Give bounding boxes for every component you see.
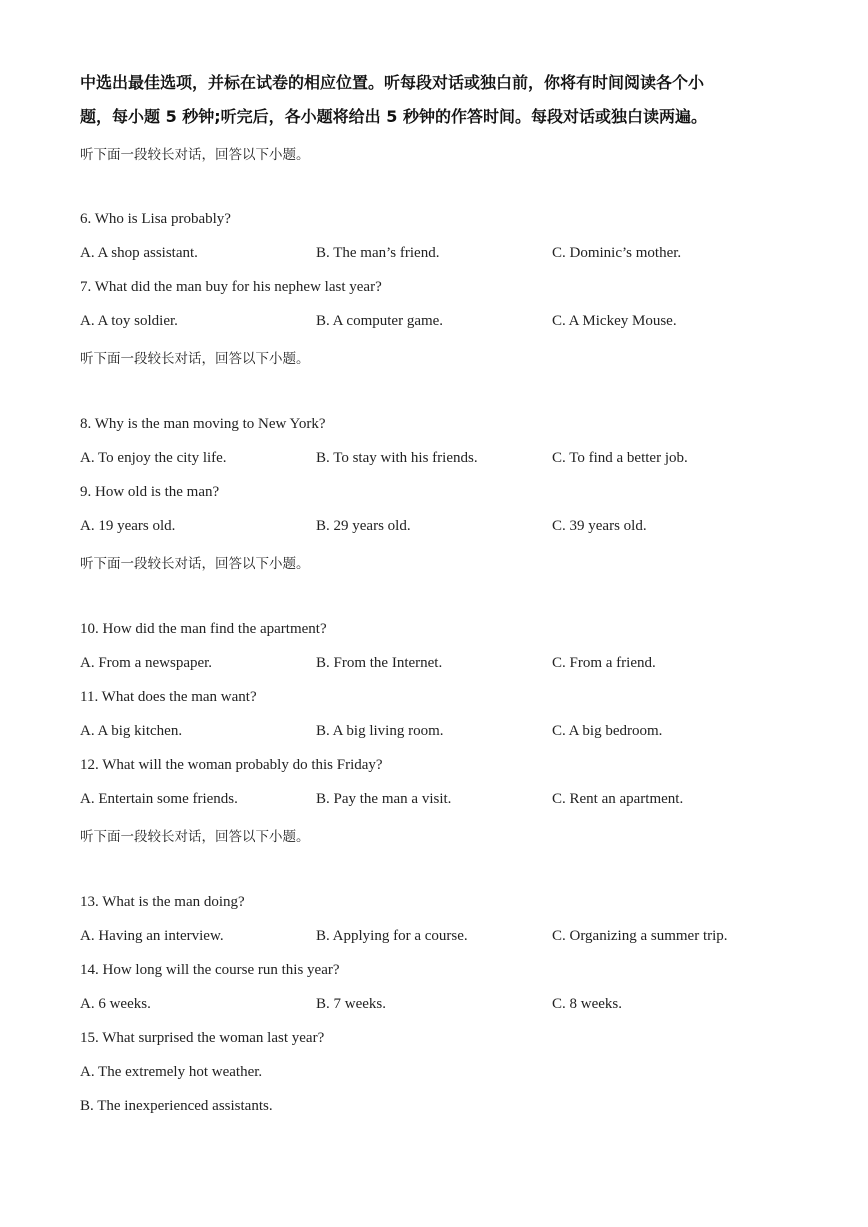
option-9a: A. 19 years old.	[80, 518, 176, 534]
option-11a: A. A big kitchen.	[80, 723, 183, 739]
option-15b: B. The inexperienced assistants.	[80, 1098, 273, 1114]
option-10c: C. From a friend.	[552, 655, 656, 671]
option-15a: A. The extremely hot weather.	[80, 1064, 263, 1080]
option-8b: B. To stay with his friends.	[316, 450, 478, 466]
option-12c: C. Rent an apartment.	[552, 791, 684, 807]
question-14: 14. How long will the course run this year?	[80, 962, 340, 978]
option-14a: A. 6 weeks.	[80, 996, 151, 1012]
option-11c: C. A big bedroom.	[552, 723, 663, 739]
question-10: 10. How did the man find the apartment?	[80, 621, 327, 637]
option-6c: C. Dominic’s mother.	[552, 245, 682, 261]
option-13c: C. Organizing a summer trip.	[552, 928, 728, 944]
option-7c: C. A Mickey Mouse.	[552, 313, 677, 329]
intro-line-2: 题，每小题 5 秒钟;听完后，各小题将给出 5 秒钟的作答时间。每段对话或独白读两遍。	[80, 107, 707, 126]
option-12b: B. Pay the man a visit.	[316, 791, 452, 807]
option-10a: A. From a newspaper.	[80, 655, 213, 671]
question-8: 8. Why is the man moving to New York?	[80, 416, 326, 432]
option-12a: A. Entertain some friends.	[80, 791, 238, 807]
option-6b: B. The man’s friend.	[316, 245, 440, 261]
section-instruction: 听下面一段较长对话，回答以下小题。	[80, 147, 310, 163]
question-13: 13. What is the man doing?	[80, 894, 245, 910]
option-9c: C. 39 years old.	[552, 518, 647, 534]
option-6a: A. A shop assistant.	[80, 245, 198, 261]
option-14c: C. 8 weeks.	[552, 996, 622, 1012]
option-7b: B. A computer game.	[316, 313, 444, 329]
intro-line-1: 中选出最佳选项，并标在试卷的相应位置。听每段对话或独白前，你将有时间阅读各个小	[80, 73, 705, 92]
section-instruction: 听下面一段较长对话，回答以下小题。	[80, 351, 310, 367]
option-13b: B. Applying for a course.	[316, 928, 468, 944]
section-instruction: 听下面一段较长对话，回答以下小题。	[80, 829, 310, 845]
question-15: 15. What surprised the woman last year?	[80, 1030, 325, 1046]
question-11: 11. What does the man want?	[80, 689, 257, 705]
option-10b: B. From the Internet.	[316, 655, 443, 671]
question-12: 12. What will the woman probably do this Friday?	[80, 757, 383, 773]
option-13a: A. Having an interview.	[80, 928, 224, 944]
question-7: 7. What did the man buy for his nephew last year?	[80, 279, 382, 295]
question-9: 9. How old is the man?	[80, 484, 220, 500]
section-instruction: 听下面一段较长对话，回答以下小题。	[80, 556, 310, 572]
intro-paragraph	[80, 66, 800, 134]
option-9b: B. 29 years old.	[316, 518, 411, 534]
option-11b: B. A big living room.	[316, 723, 444, 739]
option-7a: A. A toy soldier.	[80, 313, 178, 329]
option-14b: B. 7 weeks.	[316, 996, 386, 1012]
option-8c: C. To find a better job.	[552, 450, 688, 466]
option-8a: A. To enjoy the city life.	[80, 450, 227, 466]
question-6: 6. Who is Lisa probably?	[80, 211, 231, 227]
